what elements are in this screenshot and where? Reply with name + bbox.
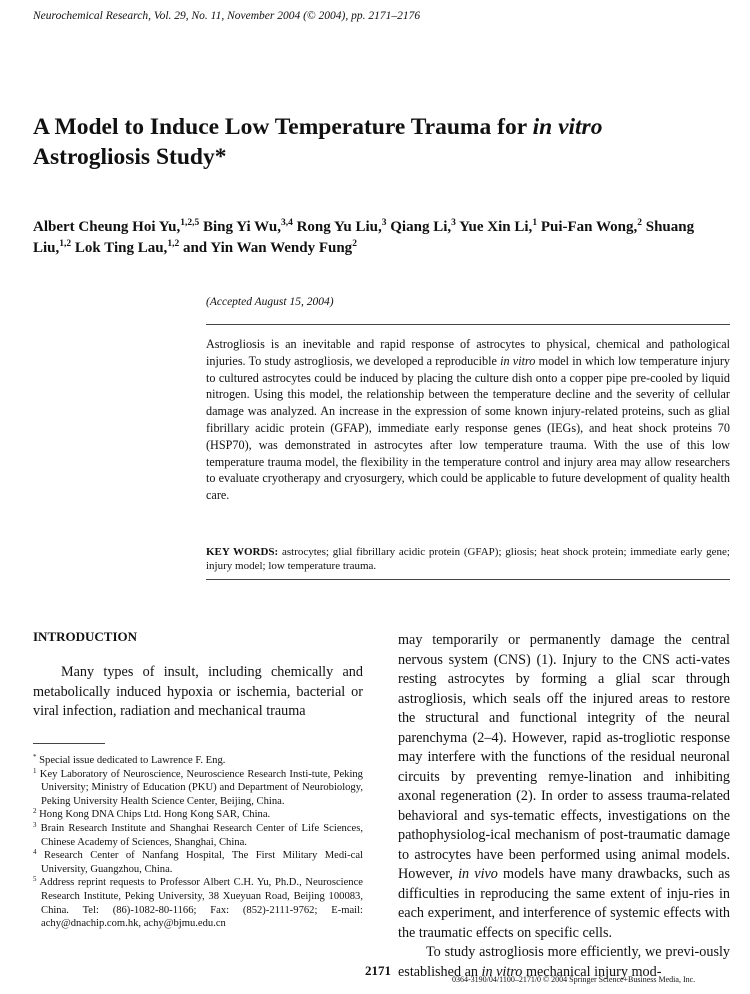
- footnote-text: Special issue dedicated to Lawrence F. Eng.: [39, 755, 226, 766]
- abstract-text-1: Astrogliosis is an inevitable and rapid response of astrocytes to physical, chemical and pathological injuries. To study astrogliosis, we developed a reproducible: [206, 337, 730, 368]
- footnote-rule: [33, 743, 105, 744]
- introduction-heading: INTRODUCTION: [33, 629, 138, 644]
- running-head: Neurochemical Research, Vol. 29, No. 11, November 2004 (© 2004), pp. 2171–2176: [33, 10, 421, 22]
- footnote: [33, 876, 363, 930]
- author-affiliation-mark: 2: [637, 218, 642, 228]
- abstract-italic: in vitro: [500, 353, 536, 368]
- author-name: and Yin Wan Wendy Fung: [182, 240, 353, 256]
- column-2-p2-text-b: mechanical injury mod-: [522, 963, 662, 980]
- footnote-mark: 1: [33, 766, 37, 775]
- author-affiliation-mark: 3: [381, 218, 387, 228]
- author-affiliation-mark: 1,2: [59, 239, 72, 249]
- copyright-line: 0364-3190/04/1100–2171/0 © 2004 Springer Science+Business Media, Inc.: [452, 975, 696, 984]
- column-2-p2-italic: in vitro: [481, 963, 523, 980]
- footnote: [33, 768, 363, 809]
- footnote-text: Research Center of Nanfang Hospital, The First Military Medi-cal University, Guangzhou, China.: [41, 850, 363, 875]
- title-part-2: Astrogliosis Study*: [33, 144, 227, 170]
- abstract: [206, 336, 730, 504]
- footnote: [33, 849, 363, 876]
- footnote-text: Key Laboratory of Neuroscience, Neuroscience Research Insti-tute, Peking University; Ministry of Education (PKU) and Department of Neurobiology, Peking University Health Science Center, Beijing, China.: [39, 768, 363, 807]
- column-2-p2-text-a: To study astrogliosis more efficiently, we previ-ously established an: [398, 944, 730, 980]
- author-name: Rong Yu Liu,: [296, 219, 382, 235]
- footnote-mark: 4: [33, 848, 37, 857]
- footnote-mark: 5: [33, 875, 37, 884]
- author-name: Shuang Liu,: [33, 219, 695, 256]
- footnote-text: Address reprint requests to Professor Albert C.H. Yu, Ph.D., Neuroscience Research Institute, Peking University, 38 Xueyuan Road, Beijing 100083, China. Tel: (86)-1082-80-1166; Fax: (852)-2111-9762; E-mail: achy@dnachip.com.hk, achy@bjmu.edu.cn: [39, 877, 363, 930]
- author-affiliation-mark: 1,2,5: [180, 218, 200, 228]
- author-affiliation-mark: 3,4: [280, 218, 293, 228]
- footnote-text: Hong Kong DNA Chips Ltd. Hong Kong SAR, China.: [39, 809, 271, 821]
- footnote: [33, 808, 363, 822]
- introduction-column-1-text: Many types of insult, including chemically and metabolically induced hypoxia or ischemia, bacterial or viral infection, radiation and mechanical trauma: [33, 664, 363, 719]
- keywords-text: astrocytes; glial fibrillary acidic protein (GFAP); gliosis; heat shock protein; immediate early gene; injury model; low temperature trauma.: [206, 546, 730, 572]
- keywords-label: KEY WORDS:: [206, 546, 279, 558]
- author-name: Lok Ting Lau,: [74, 240, 168, 256]
- footnote-mark: 3: [33, 820, 37, 829]
- abstract-text-2: model in which low temperature injury to cultured astrocytes could be induced by placing the culture dish onto a copper pipe pre-cooled by liquid nitrogen. Using this model, the relationship between the temperature decline and the severity of cellular damage was analyzed. An increase in the expression of some known injury-related proteins, such as glial fibrillary acidic protein (GFAP), immediate early response genes (IEGs), and heat shock proteins 70 (HSP70), was demonstrated in astrocytes after low temperature trauma. With the use of this low temperature trauma model, the flexibility in the temperature control and injury area may allow researchers to evaluate cryotherapy and cryosurgery, which could be applicable to future development of quality health care.: [206, 353, 730, 503]
- article-title: [33, 112, 723, 172]
- abstract-top-rule: [206, 324, 730, 325]
- author-name: Bing Yi Wu,: [203, 219, 281, 235]
- title-part-1: A Model to Induce Low Temperature Trauma for: [33, 114, 533, 140]
- column-2-paragraph-1: [398, 631, 730, 943]
- author-affiliation-mark: 1,2: [167, 239, 180, 249]
- author-affiliation-mark: 1: [532, 218, 538, 228]
- author-name: Albert Cheung Hoi Yu,: [33, 219, 181, 235]
- footnote: [33, 754, 363, 768]
- footnotes: [33, 754, 363, 931]
- footnote: [33, 822, 363, 849]
- column-2-text-b: models have many drawbacks, such as difficulties in reproducing the same extent of inju-ries in each experiment, and interference of systemic effects with the traumatic effects on specific cells.: [398, 866, 730, 941]
- keywords: [206, 546, 730, 573]
- footnote-mark: *: [33, 753, 37, 761]
- author-affiliation-mark: 3: [451, 218, 456, 228]
- introduction-column-2: [398, 631, 730, 982]
- footnote-text: Brain Research Institute and Shanghai Research Center of Life Sciences, Chinese Academy of Sciences, Shanghai, China.: [40, 822, 364, 848]
- accepted-date: (Accepted August 15, 2004): [206, 296, 334, 308]
- column-2-text-a: may temporarily or permanently damage the central nervous system (CNS) (1). Injury to the CNS acti-vates resting astrocytes by forming a glial scar through astrogliosis, which seals off the injured areas to restore the structural and functional integrity of the neural parenchyma (2–4). However, rapid as-trogliotic response may interfere with the functions of the residual neuronal circuits by preventing remye-lination and inhibiting axonal regeneration (2). In order to assess trauma-related behavioral and sys-tematic effects, investigations on the pathophysiolog-ical mechanism of post-traumatic damage to astrocytes have been performed using animal models. However,: [398, 632, 730, 882]
- column-2-italic: in vivo: [458, 866, 498, 882]
- author-list: [33, 217, 723, 259]
- title-italic: in vitro: [532, 114, 603, 140]
- author-name: Qiang Li,: [390, 219, 452, 235]
- footnote-mark: 2: [33, 807, 37, 816]
- abstract-bottom-rule: [206, 579, 730, 580]
- author-affiliation-mark: 2: [352, 239, 357, 249]
- author-name: Yue Xin Li,: [459, 219, 533, 235]
- author-name: Pui-Fan Wong,: [540, 219, 638, 235]
- page-number: 2171: [365, 963, 391, 978]
